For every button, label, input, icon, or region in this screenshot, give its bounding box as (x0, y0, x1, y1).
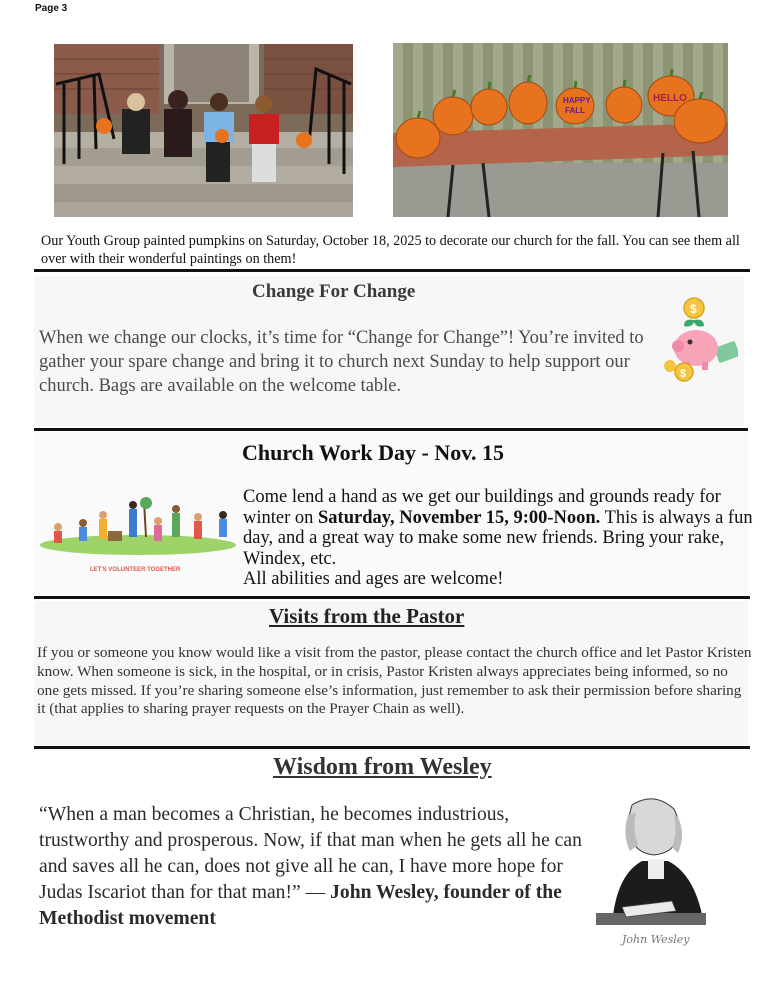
svg-text:$: $ (680, 368, 687, 380)
work-day-date: Saturday, November 15, 9:00-Noon. (318, 507, 601, 528)
wesley-quote-text: “When a man becomes a Christian, he becomes industrious, trustworthy and prosperous. Now, if that man when he gets all he can and saves all he can, does not give all he can, I have more hope for Judas Iscariot than for that man!” — (39, 804, 582, 903)
visits-body: If you or someone you know would like a visit from the pastor, please contact the church office and let Pastor Kristen know. When someone is sick, in the hospital, or in crisis, Pastor Kristen always appreciates being informed, so no one gets missed. If you’re sharing someone else’s information, just remember to ask their permission before sharing it (that applies to sharing prayer requests on the Prayer Chain as well). (37, 644, 752, 718)
wesley-signature: John Wesley (622, 933, 690, 946)
wisdom-title: Wisdom from Wesley (273, 754, 492, 780)
john-wesley-portrait (592, 795, 722, 955)
work-day-welcome: All abilities and ages are welcome! (243, 569, 504, 589)
pumpkin-text-fall: FALL (565, 106, 585, 115)
wisdom-quote (39, 802, 584, 932)
page-number: Page 3 (35, 3, 68, 14)
visits-title: Visits from the Pastor (269, 604, 465, 628)
pumpkin-text-hello: HELLO (653, 93, 687, 104)
divider (34, 596, 750, 599)
wesley-attribution: John Wesley, founder of the Methodist movement (39, 882, 562, 929)
volunteer-illustration (38, 497, 238, 577)
youth-group-photo (54, 44, 353, 217)
svg-text:$: $ (690, 302, 697, 316)
work-day-body (243, 487, 753, 590)
pumpkin-text-happy: HAPPY (563, 96, 591, 105)
divider (34, 269, 750, 272)
volunteer-caption: LET'S VOLUNTEER TOGETHER (90, 567, 181, 573)
change-for-change-title: Change For Change (252, 281, 416, 302)
work-day-intro: Come lend a hand as we get our buildings and grounds ready for winter on (243, 487, 721, 528)
painted-pumpkins-photo (393, 43, 728, 217)
divider (34, 746, 750, 749)
work-day-title: Church Work Day - Nov. 15 (242, 440, 505, 465)
photo-caption: Our Youth Group painted pumpkins on Saturday, October 18, 2025 to decorate our church for the fall. You can see them all over with their wonderful paintings on them! (41, 233, 740, 267)
work-day-details: This is always a fun day, and a great way to make some new friends. Bring your rake, Windex, etc. (243, 507, 753, 569)
divider (34, 428, 748, 431)
change-for-change-body: When we change our clocks, it’s time for “Change for Change”! You’re invited to gather your spare change and bring it to church next Sunday to help support our church. Bags are available on the welcome table. (39, 328, 644, 396)
piggy-bank-icon (662, 296, 738, 382)
